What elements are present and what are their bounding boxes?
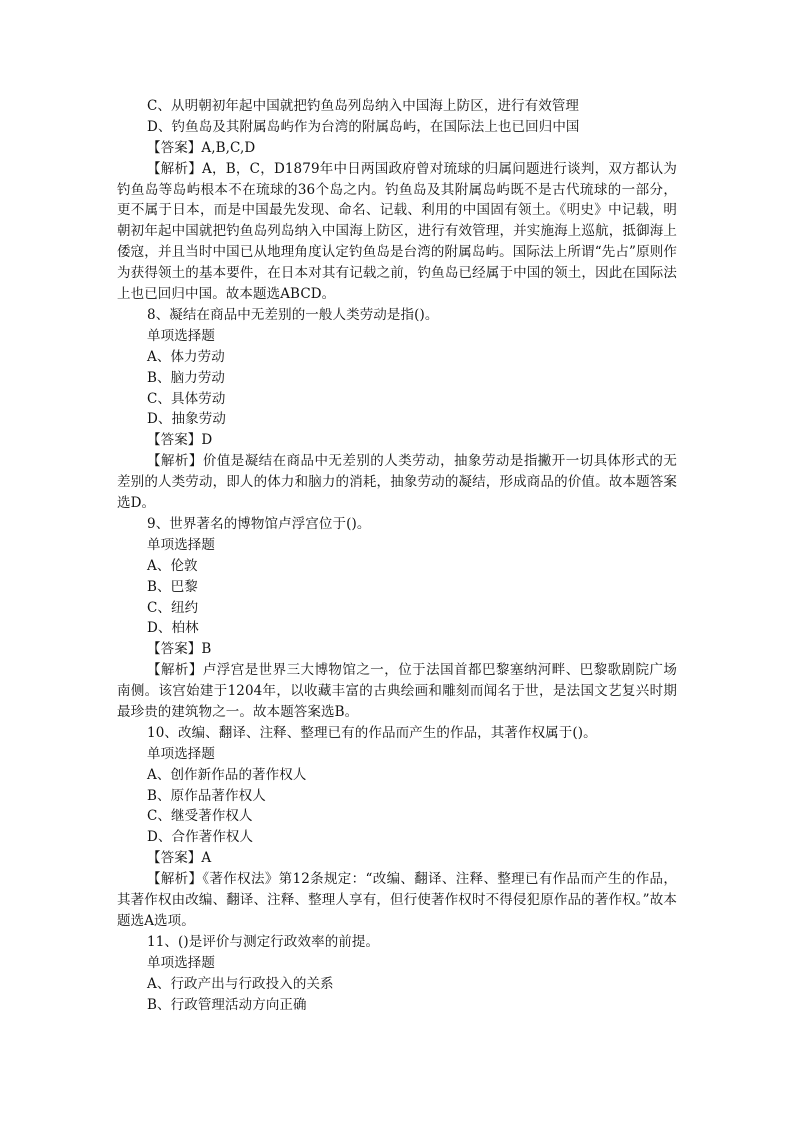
explanation-paragraph: 【解析】《著作权法》第12条规定：“改编、翻译、注释、整理已有作品而产生的作品，其著作权由改编、翻译、注释、整理人享有，但行使著作权时不得侵犯原作品的著作权。”故本题选A选项。 [117, 871, 677, 929]
answer-text: 【答案】A,B,C,D [147, 139, 256, 156]
option-text: C、从明朝初年起中国就把钓鱼岛列岛纳入中国海上防区，进行有效管理 [147, 98, 580, 114]
question-text: 11、()是评价与测定行政效率的前提。 [147, 933, 380, 950]
question-type: 单项选择题 [147, 954, 215, 971]
option-text: A、体力劳动 [147, 348, 225, 365]
option-text: C、具体劳动 [147, 390, 226, 407]
option-text: B、原作品著作权人 [147, 787, 266, 804]
explanation-paragraph: 【解析】价值是凝结在商品中无差别的人类劳动，抽象劳动是指撇开一切具体形式的无差别的人类劳动，即人的体力和脑力的消耗，抽象劳动的凝结，形成商品的价值。故本题答案选D。 [117, 453, 677, 512]
option-text: D、钓鱼岛及其附属岛屿作为台湾的附属岛屿，在国际法上也已回归中国 [147, 118, 580, 135]
question-type: 单项选择题 [147, 536, 215, 553]
option-text: D、抽象劳动 [147, 411, 226, 428]
answer-text: 【答案】A [147, 850, 212, 867]
explanation-paragraph: 【解析】卢浮宫是世界三大博物馆之一，位于法国首都巴黎塞纳河畔、巴黎歌剧院广场南侧。该宫始建于1204年，以收藏丰富的古典绘画和雕刻而闻名于世，是法国文艺复兴时期最珍贵的建筑物之一。故本题答案选B。 [117, 662, 677, 721]
option-text: B、巴黎 [147, 578, 198, 595]
option-text: A、行政产出与行政投入的关系 [147, 975, 334, 992]
option-text: C、纽约 [147, 599, 199, 616]
option-text: A、伦敦 [147, 557, 198, 574]
option-text: D、柏林 [147, 620, 199, 637]
option-text: A、创作新作品的著作权人 [147, 766, 307, 783]
option-text: B、行政管理活动方向正确 [147, 996, 307, 1013]
explanation-paragraph: 【解析】A，B，C，D1879年中日两国政府曾对琉球的归属问题进行谈判，双方都认为钓鱼岛等岛屿根本不在琉球的36个岛之内。钓鱼岛及其附属岛屿既不是古代琉球的一部分，更不属于日本，而是中国最先发现、命名、记载、利用的中国固有领土。《明史》中记载，明朝初年起中国就把钓鱼岛列岛纳入中国海上防区，进行有效管理，并实施海上巡航，抵御海上倭寇，并且当时中国已从地理角度认定钓鱼岛是台湾的附属岛屿。国际法上所谓“先占”原则作为获得领土的基本要件，在日本对其有记载之前，钓鱼岛已经属于中国的领土，因此在国际法上也已回归中国。故本题选ABCD。 [117, 160, 677, 303]
document-page [117, 96, 677, 1015]
question-text: 8、凝结在商品中无差别的一般人类劳动是指()。 [147, 307, 439, 324]
question-type: 单项选择题 [147, 745, 215, 762]
question-text: 10、改编、翻译、注释、整理已有的作品而产生的作品，其著作权属于()。 [147, 724, 597, 741]
option-text: C、继受著作权人 [147, 808, 253, 825]
option-text: B、脑力劳动 [147, 369, 226, 386]
question-type: 单项选择题 [147, 327, 215, 344]
question-text: 9、世界著名的博物馆卢浮宫位于()。 [147, 515, 371, 532]
option-text: D、合作著作权人 [147, 829, 254, 846]
answer-text: 【答案】B [147, 641, 212, 658]
answer-text: 【答案】D [147, 432, 213, 449]
